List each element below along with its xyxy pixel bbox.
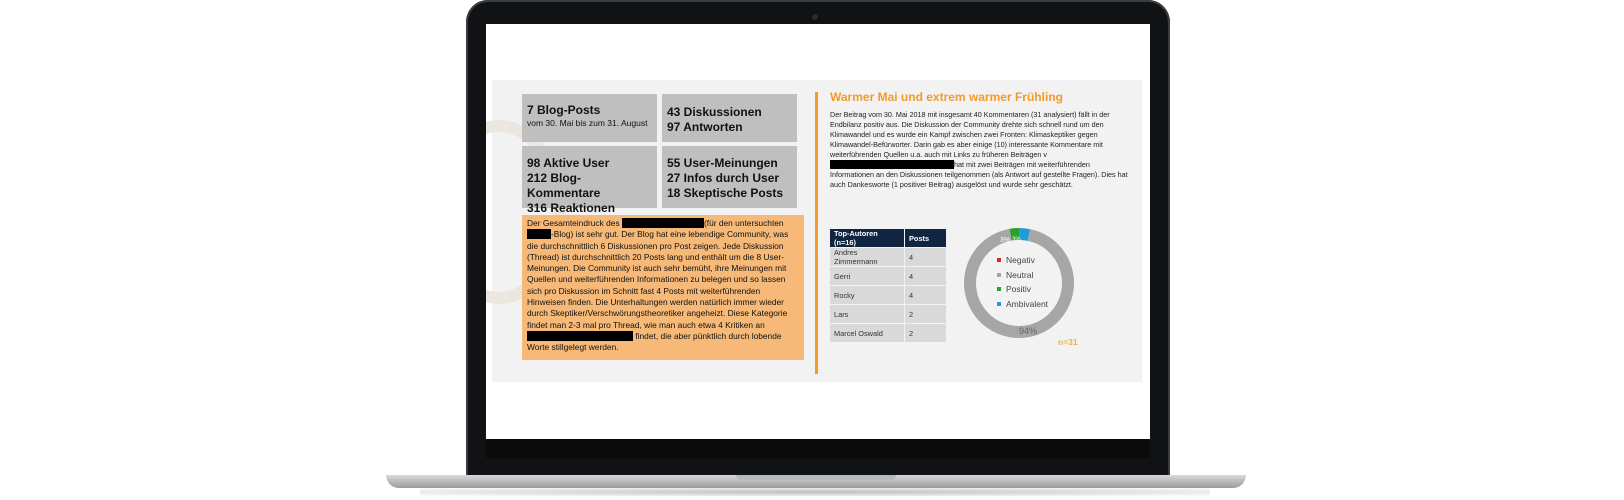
redaction-bar: [622, 218, 704, 228]
author-name: Marcel Oswald: [830, 324, 904, 342]
laptop-shadow: [420, 488, 1210, 496]
stat-blog-posts: 7 Blog-Posts: [527, 103, 601, 117]
stat-active-users: 98 Aktive User: [527, 156, 610, 170]
report-slide: [492, 80, 1142, 382]
legend-label: Positiv: [1006, 284, 1032, 294]
data-label-positive: 3%: [1000, 237, 1011, 244]
stat-card-opinions: [662, 146, 797, 208]
article-text-2: hat mit zwei Beiträgen mit weiterführenden Informationen an den Diskussionen teilgenommen (als Antwort auf gestellte Fragen). Dies hat auch Dankesworte (1 positiver Beitrag) ausgelöst und wurde sehr geschätzt.: [830, 160, 1128, 189]
legend-item-neutral: [997, 268, 1048, 283]
stat-discussions: 43 Diskussionen: [667, 105, 762, 119]
data-label-ambivalent: 3%: [1012, 237, 1021, 243]
legend-swatch: [997, 302, 1001, 306]
data-label-neutral: 94%: [1019, 326, 1038, 336]
table-row: [830, 248, 946, 266]
redaction-bar: [830, 160, 954, 169]
stat-card-users: [522, 146, 657, 215]
legend-swatch: [997, 273, 1001, 277]
article-text-1: Der Beitrag vom 30. Mai 2018 mit insgesamt 40 Kommentaren (31 analysiert) fällt in der Endbilanz positiv aus. Die Diskussion der Community drehte sich schnell rund um den Klimawandel und es wurde ein Kampf zwischen zwei Fronten: Klimaskeptiker gegen Klimawandel-Befürworter. Darin gab es aber einige (10) interessante Kommentare mit weiterführenden Quellen u.a. auch mit Links zu früheren Beiträgen v: [830, 110, 1110, 159]
author-name: Andres Zimmermann: [830, 248, 904, 266]
stat-reactions: 316 Reaktionen: [527, 201, 616, 215]
chart-legend: [997, 253, 1048, 311]
top-authors-table: [829, 228, 947, 343]
stat-user-infos: 27 Infos durch User: [667, 171, 780, 185]
author-posts: 4: [905, 267, 946, 285]
stat-card-discussions: [662, 94, 797, 142]
author-posts: 2: [905, 305, 946, 323]
summary-text-1: Der Gesamteindruck des: [527, 218, 620, 228]
legend-label: Neutral: [1006, 269, 1034, 280]
laptop-notch: [736, 475, 896, 480]
article-text: [830, 110, 1130, 190]
redaction-bar: [527, 229, 551, 239]
stat-user-opinions: 55 User-Meinungen: [667, 156, 778, 170]
laptop-screen: [486, 24, 1150, 439]
table-row: [830, 324, 946, 342]
legend-label: Ambivalent: [1006, 298, 1049, 309]
summary-text-4: findet, die aber pünktlich durch lobende Worte stillgelegt werden.: [527, 330, 782, 353]
table-row: [830, 305, 946, 323]
author-name: Gerri: [830, 267, 904, 285]
laptop-chin: [486, 439, 1150, 458]
legend-item-negativ: [997, 253, 1048, 268]
sample-size-label: n=31: [1058, 337, 1078, 347]
author-posts: 2: [905, 324, 946, 342]
legend-item-positiv: [997, 282, 1048, 297]
table-row: [830, 267, 946, 285]
article-title: Warmer Mai und extrem warmer Frühling: [830, 90, 1063, 104]
summary-text-3: -Blog) ist sehr gut. Der Blog hat eine lebendige Community, was die durchschnittlich 6 Diskussionen pro Post zeigen. Jede Diskussion (Thread) ist durchschnittlich 20 Posts lang und enthält um die 8 User-Meinungen. Die Community ist auch sehr bemüht, ihre Meinungen mit Quellen und weiterführenden Informationen zu belegen und so lassen sich pro Diskussion im Schnitt fast 4 Posts mit weiterführenden Hinweisen finden. Die Unterhaltungen werden natürlich immer wieder durch Skeptiker/Verschwörungstheoretiker angeheizt. Diese Kategorie findet man 2-3 mal pro Thread, wie man auch etwa 4 Kritiken an: [527, 229, 789, 330]
stat-answers: 97 Antworten: [667, 120, 743, 134]
legend-swatch: [997, 287, 1001, 291]
header-posts: Posts: [905, 229, 946, 247]
orange-divider: [815, 92, 818, 374]
camera-icon: [812, 14, 818, 20]
legend-label: Negativ: [1006, 255, 1035, 265]
legend-item-ambivalent: [997, 297, 1048, 312]
stat-skeptic-posts: 18 Skeptische Posts: [667, 186, 784, 200]
summary-text-2: (für den untersuchten: [703, 218, 784, 228]
table-header-row: [830, 229, 946, 247]
author-posts: 4: [905, 248, 946, 266]
table-row: [830, 286, 946, 304]
legend-swatch: [997, 258, 1001, 262]
stat-blog-comments: 212 Blog-Kommentare: [527, 171, 601, 200]
author-posts: 4: [905, 286, 946, 304]
redaction-bar: [527, 331, 633, 341]
stat-period: vom 30. Mai bis zum 31. August: [527, 118, 648, 128]
header-authors: Top-Autoren (n=16): [830, 229, 904, 247]
author-name: Lars: [830, 305, 904, 323]
stat-card-blog-posts: [522, 94, 657, 142]
summary-box: [522, 215, 804, 360]
author-name: Rocky: [830, 286, 904, 304]
